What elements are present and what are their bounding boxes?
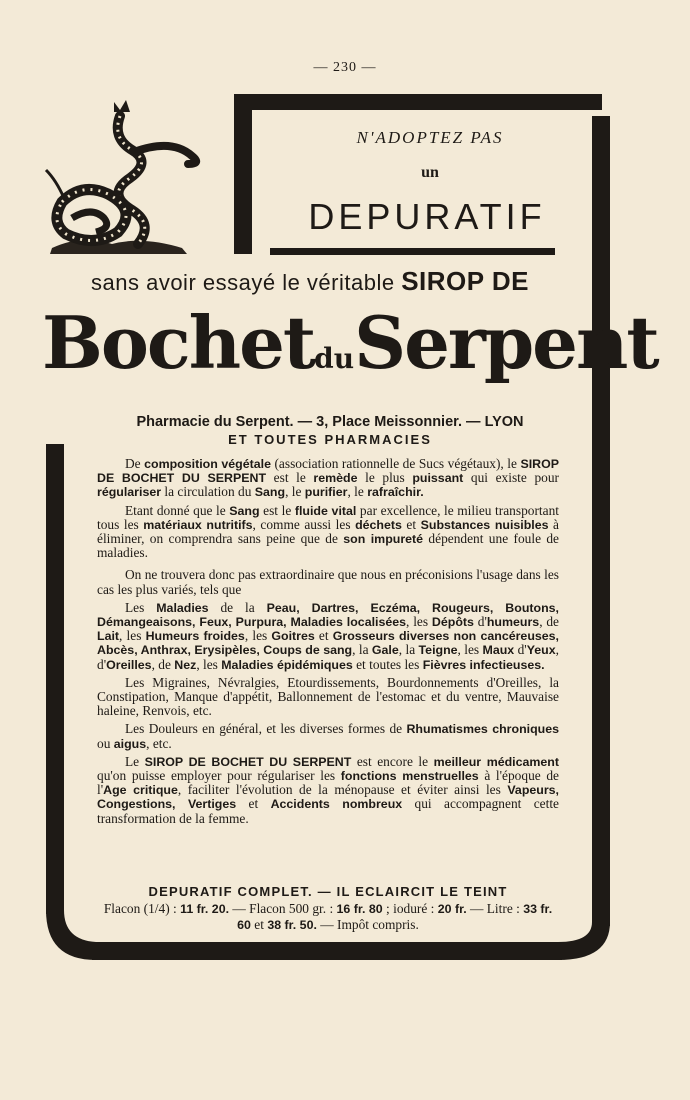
paragraph-maladies: Les Maladies de la Peau, Dartres, Eczéma, Rougeurs, Boutons, Démangeaisons, Feux, Purpura, Maladies localisées, les Dépôts d'humeurs, de Lait, les Humeurs froides, les Goitres et Grosseurs diverses non cancéreuses, Abcès, Anthrax, Erysipèles, Coups de sang, la Gale, la Teigne, les Maux d'Yeux, d'Oreilles, de Nez, les Maladies épidémiques et toutes les Fièvres infectieuses. [97, 599, 560, 672]
pharmacy-address [80, 413, 580, 449]
paragraph-douleurs: Les Douleurs en général, et les diverses formes de Rhumatismes chroniques ou aigus, etc. [97, 721, 559, 751]
paragraph-usage: On ne trouvera donc pas extraordinaire que nous en préconisions l'usage dans les cas les plus variés, tels que [97, 567, 559, 597]
page-number: — 230 — [313, 60, 377, 75]
footer-heading: DEPURATIF COMPLET. — IL ECLAIRCIT LE TEINT [148, 884, 508, 899]
headline-strong: SIROP DE [401, 266, 529, 296]
frame-bottom-bar [92, 942, 562, 960]
serpent-emblem-icon [42, 98, 212, 258]
address-subline: ET TOUTES PHARMACIES [228, 432, 432, 447]
brand-name [42, 300, 658, 385]
depuratif-heading: DEPURATIF [308, 196, 546, 237]
frame-top-bar [240, 94, 602, 110]
brand-part-du: du [314, 342, 355, 375]
paragraph-menstruelles: Le SIROP DE BOCHET DU SERPENT est encore le meilleur médicament qu'on puisse employer pour régulariser les fonctions menstruelles à l'époque de l'Age critique, faciliter l'évolution de la ménopause et éviter ainsi les Vapeurs, Congestions, Vertiges et Accidents nombreux qui accompagnent cette transformation de la femme. [97, 753, 560, 826]
frame-right-bar [592, 116, 610, 926]
paragraph-composition: De composition végétale (association rationnelle de Sucs végétaux), le SIROP DE BOCHET DU SERPENT est le remède le plus puissant qui existe pour régulariser la circulation du Sang, le purifier, le rafraîchir. [97, 456, 559, 500]
frame-left-bottom-bar [46, 444, 64, 914]
body-text [97, 457, 559, 830]
price-list: Flacon (1/4) : 11 fr. 20. — Flacon 500 gr. : 16 fr. 80 ; ioduré : 20 fr. — Litre : 33 fr. 60 et 38 fr. 50. — Impôt compris. [103, 901, 553, 932]
frame-bottom-left-corner [46, 910, 96, 962]
tagline-un: un [421, 164, 439, 181]
address-line: Pharmacie du Serpent. — 3, Place Meissonnier. — LYON [136, 414, 524, 430]
frame-left-top-bar [234, 94, 252, 254]
paragraph-migraines: Les Migraines, Névralgies, Etourdissements, Bourdonnements d'Oreilles, la Constipation, Manque d'appétit, Ballonnement de l'estomac et du ventre, Mauvaise haleine, Renvois, etc. [97, 674, 559, 719]
brand-part-bochet: Bochet [42, 300, 315, 385]
headline [0, 266, 620, 297]
paragraph-sang: Etant donné que le Sang est le fluide vital par excellence, le milieu transportant tous les matériaux nutritifs, comme aussi les déchets et Substances nuisibles à éliminer, on comprendra sans peine que de son impureté dépendent une foule de maladies. [97, 502, 560, 561]
tagline-adoptez: N'ADOPTEZ PAS [356, 128, 504, 147]
frame-depuratif-underline [270, 248, 555, 255]
frame-bottom-right-corner [558, 922, 610, 962]
headline-lead: sans avoir essayé le véritable [91, 270, 402, 295]
footer [97, 884, 559, 933]
brand-part-serpent: Serpent [354, 300, 658, 385]
